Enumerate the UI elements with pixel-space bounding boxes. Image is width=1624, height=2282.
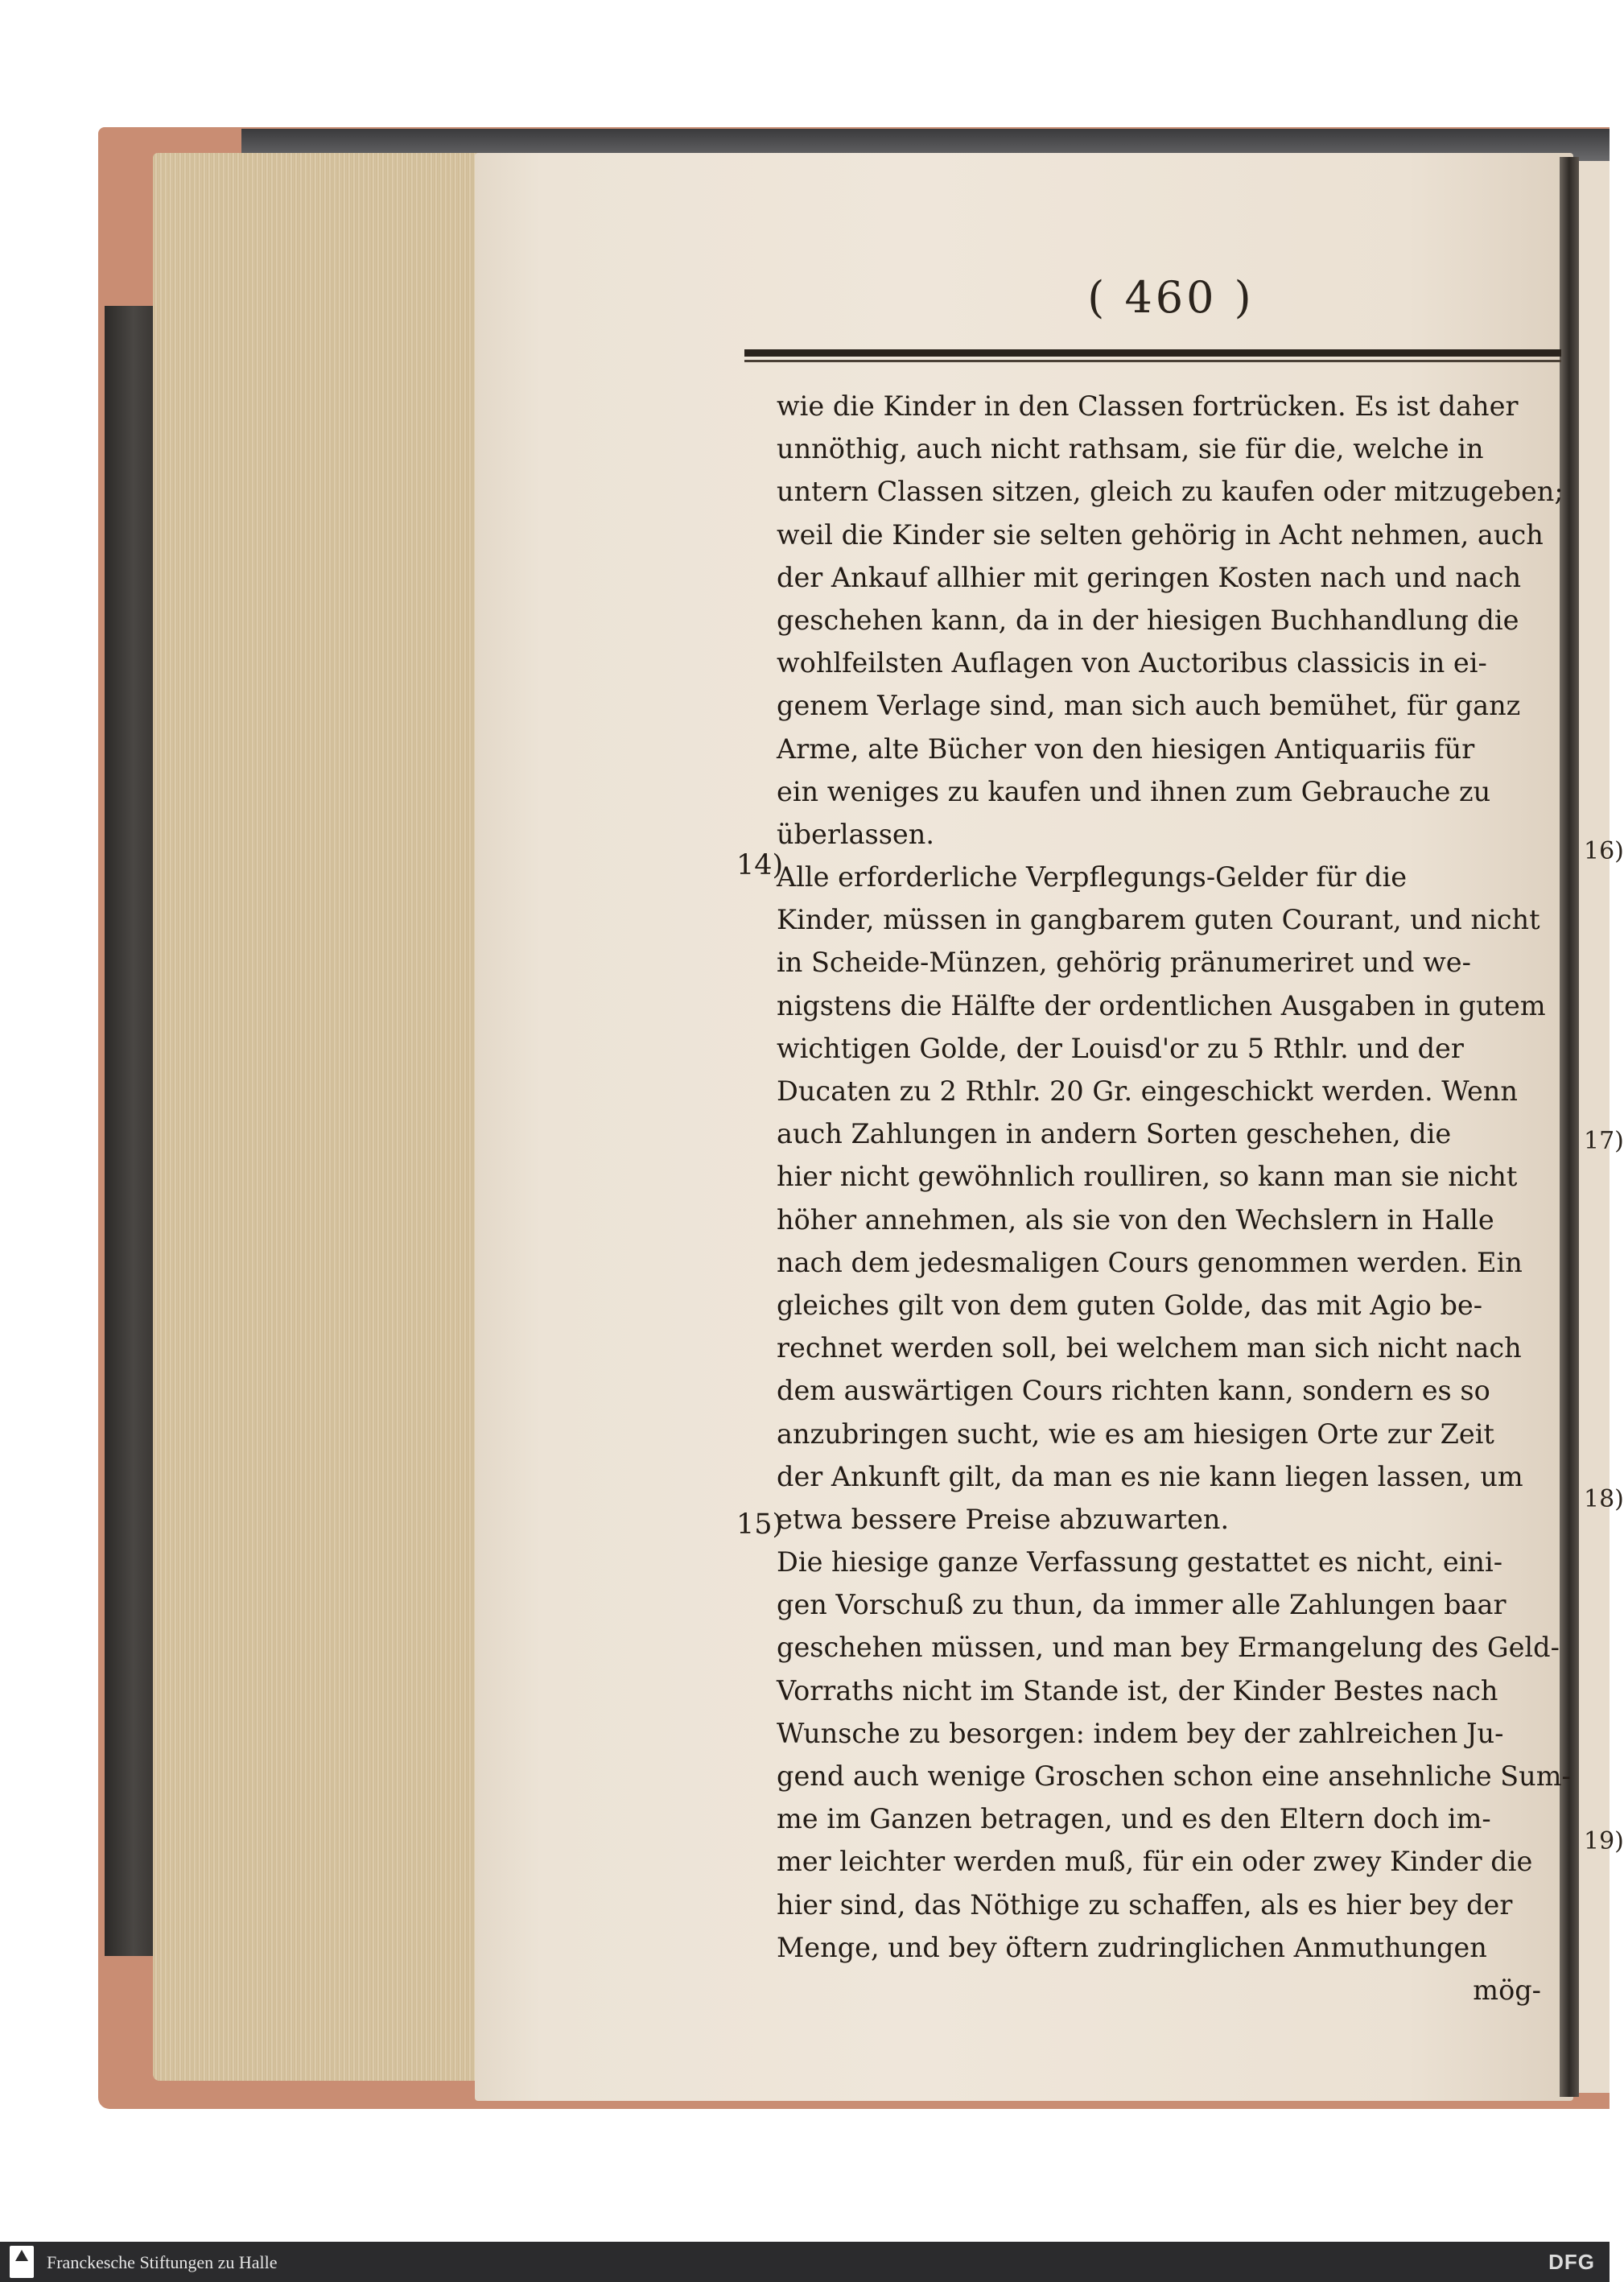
catchword: mög- [1473, 1974, 1541, 2006]
text-line: untern Classen sitzen, gleich zu kaufen oder mitzugeben; [777, 476, 1564, 508]
text-line: nigstens die Hälfte der ordentlichen Ausgaben in gutem [777, 989, 1546, 1021]
text-line: rechnet werden soll, bei welchem man sich nicht nach [777, 1332, 1522, 1364]
paragraph-number: 15) [736, 1508, 784, 1541]
text-line: ein weniges zu kaufen und ihnen zum Gebrauche zu [777, 775, 1491, 807]
dfg-logo: DFG [1548, 2250, 1595, 2274]
header-rule-thin [744, 360, 1561, 362]
text-line: auch Zahlungen in andern Sorten geschehen, die [777, 1118, 1452, 1150]
text-line: der Ankauf allhier mit geringen Kosten nach und nach [777, 561, 1522, 593]
text-line: me im Ganzen betragen, und es den Eltern doch im- [777, 1803, 1491, 1835]
text-line: geschehen kann, da in der hiesigen Buchhandlung die [777, 604, 1519, 636]
text-line: Ducaten zu 2 Rthlr. 20 Gr. eingeschickt werden. Wenn [777, 1075, 1518, 1107]
text-line: hier sind, das Nöthige zu schaffen, als es hier bey der [777, 1888, 1513, 1921]
text-line: wohlfeilsten Auflagen von Auctoribus classicis in ei- [777, 647, 1487, 679]
text-line: Vorraths nicht im Stande ist, der Kinder Bestes nach [777, 1674, 1498, 1706]
text-line: Menge, und bey öftern zudringlichen Anmuthungen [777, 1931, 1487, 1963]
text-line: anzubringen sucht, wie es am hiesigen Orte zur Zeit [777, 1417, 1494, 1450]
text-line: gend auch wenige Groschen schon eine ansehnliche Sum- [777, 1760, 1571, 1792]
text-line: der Ankunft gilt, da man es nie kann liegen lassen, um [777, 1460, 1523, 1492]
text-line: Wunsche zu besorgen: indem bey der zahlreichen Ju- [777, 1717, 1504, 1749]
page-edges [153, 153, 491, 2081]
text-line: geschehen müssen, und man bey Ermangelung des Geld- [777, 1632, 1560, 1664]
text-line: Alle erforderliche Verpflegungs-Gelder für die [777, 861, 1408, 893]
text-line: gen Vorschuß zu thun, da immer alle Zahlungen baar [777, 1589, 1507, 1621]
text-line: Die hiesige ganze Verfassung gestattet es nicht, eini- [777, 1546, 1503, 1578]
text-line: überlassen. [777, 818, 934, 850]
facing-page-number: 16) [1584, 837, 1624, 865]
text-line: in Scheide-Münzen, gehörig pränumeriret und we- [777, 947, 1471, 979]
text-line: Kinder, müssen in gangbarem guten Courant, und nicht [777, 904, 1540, 936]
page-text [777, 385, 1571, 2012]
text-line: wie die Kinder in den Classen fortrücken. Es ist daher [777, 390, 1519, 422]
facing-page-number: 17) [1584, 1127, 1624, 1155]
page-number: ( 460 ) [1087, 272, 1255, 323]
cover-board [105, 306, 153, 1956]
text-line: mer leichter werden muß, für ein oder zwey Kinder die [777, 1846, 1533, 1878]
text-line: etwa bessere Preise abzuwarten. [777, 1503, 1230, 1535]
text-line: genem Verlage sind, man sich auch bemühet, für ganz [777, 690, 1521, 722]
text-line: unnöthig, auch nicht rathsam, sie für die, welche in [777, 433, 1484, 465]
text-line: weil die Kinder sie selten gehörig in Acht nehmen, auch [777, 518, 1544, 551]
text-line: Arme, alte Bücher von den hiesigen Antiquariis für [777, 732, 1475, 765]
header-rule [744, 349, 1561, 357]
paragraph-number: 14) [736, 849, 784, 881]
facing-page-number: 18) [1584, 1485, 1624, 1513]
text-line: wichtigen Golde, der Louisd'or zu 5 Rthlr. und der [777, 1032, 1464, 1064]
text-line: hier nicht gewöhnlich roulliren, so kann man sie nicht [777, 1161, 1518, 1193]
text-line: höher annehmen, als sie von den Wechslern in Halle [777, 1203, 1494, 1236]
facing-page-number: 19) [1584, 1827, 1624, 1855]
institution-name: Franckesche Stiftungen zu Halle [47, 2252, 278, 2272]
text-line: gleiches gilt von dem guten Golde, das mit Agio be- [777, 1289, 1483, 1321]
text-line: nach dem jedesmaligen Cours genommen werden. Ein [777, 1246, 1523, 1278]
text-line: dem auswärtigen Cours richten kann, sondern es so [777, 1375, 1490, 1407]
